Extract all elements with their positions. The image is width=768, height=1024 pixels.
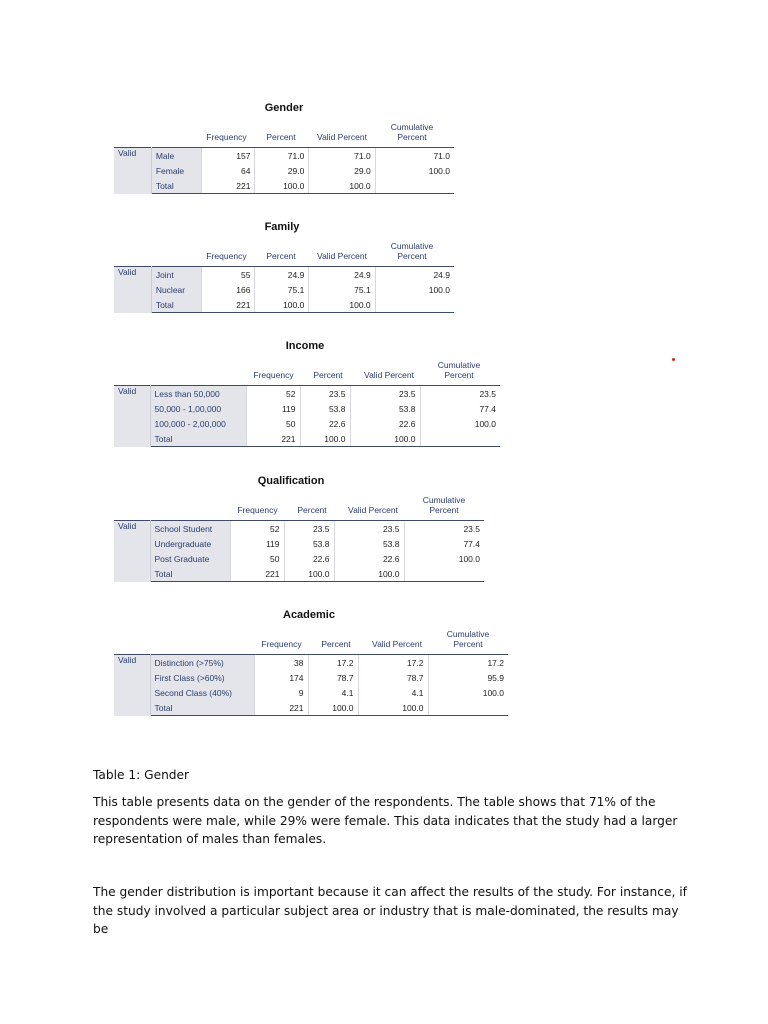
cell-cumulative: 17.2 [428,655,508,671]
group-label: Valid [114,386,150,447]
table-row [114,670,508,685]
table-row [114,685,508,700]
cell-cumulative: 95.9 [428,670,508,685]
group-label: Valid [114,521,150,582]
cell-valid-percent: 100.0 [309,297,375,313]
cell-valid-percent: 100.0 [334,566,404,582]
cell-percent: 100.0 [284,566,334,582]
cell-percent: 78.7 [308,670,358,685]
cell-frequency: 166 [201,282,255,297]
table-row [114,416,500,431]
table-row [114,431,500,447]
family-table [114,219,454,314]
cell-frequency: 119 [246,401,300,416]
cell-frequency: 221 [201,178,255,194]
table-row [114,178,454,194]
cell-percent: 53.8 [284,536,334,551]
cell-valid-percent: 53.8 [350,401,420,416]
cell-frequency: 221 [201,297,255,313]
row-label: Joint [151,267,201,283]
group-label: Valid [114,267,151,313]
cell-frequency: 157 [201,148,255,164]
cell-cumulative: 100.0 [404,551,484,566]
row-label: Post Graduate [150,551,230,566]
row-label: First Class (>60%) [150,670,254,685]
cell-percent: 23.5 [284,521,334,537]
row-label: Total [150,700,254,716]
paragraph-gender-summary: This table presents data on the gender of the respondents. The table shows that 71% of the respondents were male, while 29% were female. This data indicates that the study had a larger representation of males than females. [93,795,678,846]
cell-valid-percent: 22.6 [350,416,420,431]
col-header-cumulative: Cumulative Percent [390,122,434,142]
col-header-valid-percent: Valid Percent [317,132,367,142]
col-header-percent: Percent [321,639,351,649]
table-row [114,148,454,164]
row-label: Male [151,148,201,164]
cell-valid-percent: 100.0 [309,178,375,194]
cell-valid-percent: 24.9 [309,267,375,283]
cell-frequency: 38 [254,655,308,671]
col-header-frequency: Frequency [206,251,247,261]
table-row [114,386,500,402]
cell-frequency: 221 [246,431,300,447]
table-title: Gender [264,102,304,114]
cell-percent: 22.6 [300,416,350,431]
table-title: Family [264,221,300,233]
table-row [114,566,484,582]
col-header-valid-percent: Valid Percent [348,505,398,515]
cell-percent: 100.0 [300,431,350,447]
income-table-body [114,385,500,447]
qualification-table-body [114,520,484,582]
cell-cumulative [420,431,500,447]
cell-percent: 53.8 [300,401,350,416]
col-header-cumulative: Cumulative Percent [422,495,466,515]
row-label: Nuclear [151,282,201,297]
paragraph-gender-importance: The gender distribution is important because it can affect the results of the study. For instance, if the study involved a particular subject area or industry that is male-dominated, the results may be [93,885,687,936]
group-label: Valid [114,148,151,194]
table-title: Income [285,340,325,352]
gender-table-body [114,147,454,194]
col-header-cumulative: Cumulative Percent [437,360,481,380]
cell-cumulative: 77.4 [404,536,484,551]
row-label: Total [151,297,201,313]
academic-table-body [114,654,508,716]
col-header-valid-percent: Valid Percent [372,639,422,649]
cell-frequency: 174 [254,670,308,685]
cell-frequency: 50 [246,416,300,431]
col-header-frequency: Frequency [206,132,247,142]
cell-cumulative: 100.0 [420,416,500,431]
col-header-percent: Percent [266,132,296,142]
table-row [114,282,454,297]
cell-valid-percent: 53.8 [334,536,404,551]
table-title: Academic [283,609,335,621]
group-label: Valid [114,655,150,716]
col-header-cumulative: Cumulative Percent [390,241,434,261]
table-row [114,163,454,178]
qualification-table [114,473,484,585]
col-header-percent: Percent [297,505,327,515]
cell-percent: 100.0 [255,178,309,194]
col-header-frequency: Frequency [253,370,294,380]
table-title: Qualification [257,475,325,487]
cell-frequency: 221 [254,700,308,716]
cell-percent: 22.6 [284,551,334,566]
table-row [114,521,484,537]
col-header-percent: Percent [266,251,296,261]
row-label: Second Class (40%) [150,685,254,700]
col-header-percent: Percent [313,370,343,380]
cell-cumulative: 100.0 [428,685,508,700]
row-label: Total [150,566,230,582]
cell-percent: 71.0 [255,148,309,164]
table-caption: Table 1: Gender [93,768,190,782]
cell-valid-percent: 23.5 [350,386,420,402]
col-header-frequency: Frequency [237,505,278,515]
cell-frequency: 64 [201,163,255,178]
cell-cumulative: 71.0 [375,148,454,164]
table-row [114,536,484,551]
row-label: Less than 50,000 [150,386,246,402]
cell-valid-percent: 100.0 [358,700,428,716]
cell-percent: 24.9 [255,267,309,283]
academic-table [114,607,508,719]
cell-valid-percent: 71.0 [309,148,375,164]
row-label: Total [151,178,201,194]
income-table [114,338,500,450]
cell-cumulative [428,700,508,716]
cell-frequency: 9 [254,685,308,700]
cell-valid-percent: 29.0 [309,163,375,178]
cell-percent: 17.2 [308,655,358,671]
row-label: School Student [150,521,230,537]
col-header-frequency: Frequency [261,639,302,649]
cell-percent: 75.1 [255,282,309,297]
gender-table [114,100,454,195]
cell-frequency: 52 [246,386,300,402]
family-table-body [114,266,454,313]
cell-percent: 29.0 [255,163,309,178]
cell-valid-percent: 78.7 [358,670,428,685]
cell-frequency: 50 [230,551,284,566]
cell-frequency: 221 [230,566,284,582]
row-label: Undergraduate [150,536,230,551]
cell-valid-percent: 75.1 [309,282,375,297]
row-label: 50,000 - 1,00,000 [150,401,246,416]
table-row [114,700,508,716]
row-label: Total [150,431,246,447]
cell-percent: 4.1 [308,685,358,700]
cell-valid-percent: 4.1 [358,685,428,700]
cell-valid-percent: 100.0 [350,431,420,447]
table-row [114,297,454,313]
table-row [114,401,500,416]
cell-cumulative: 23.5 [420,386,500,402]
col-header-valid-percent: Valid Percent [317,251,367,261]
table-row [114,655,508,671]
cell-valid-percent: 17.2 [358,655,428,671]
cell-frequency: 55 [201,267,255,283]
cell-cumulative [404,566,484,582]
cell-percent: 100.0 [255,297,309,313]
cell-cumulative: 77.4 [420,401,500,416]
cell-valid-percent: 22.6 [334,551,404,566]
col-header-valid-percent: Valid Percent [364,370,414,380]
red-marker-dot [672,358,675,361]
table-row [114,551,484,566]
cell-frequency: 52 [230,521,284,537]
cell-cumulative [375,178,454,194]
cell-frequency: 119 [230,536,284,551]
cell-cumulative: 100.0 [375,282,454,297]
cell-valid-percent: 23.5 [334,521,404,537]
cell-percent: 100.0 [308,700,358,716]
row-label: Distinction (>75%) [150,655,254,671]
cell-cumulative [375,297,454,313]
cell-cumulative: 23.5 [404,521,484,537]
col-header-cumulative: Cumulative Percent [446,629,490,649]
cell-cumulative: 100.0 [375,163,454,178]
row-label: Female [151,163,201,178]
cell-percent: 23.5 [300,386,350,402]
cell-cumulative: 24.9 [375,267,454,283]
table-row [114,267,454,283]
row-label: 100,000 - 2,00,000 [150,416,246,431]
